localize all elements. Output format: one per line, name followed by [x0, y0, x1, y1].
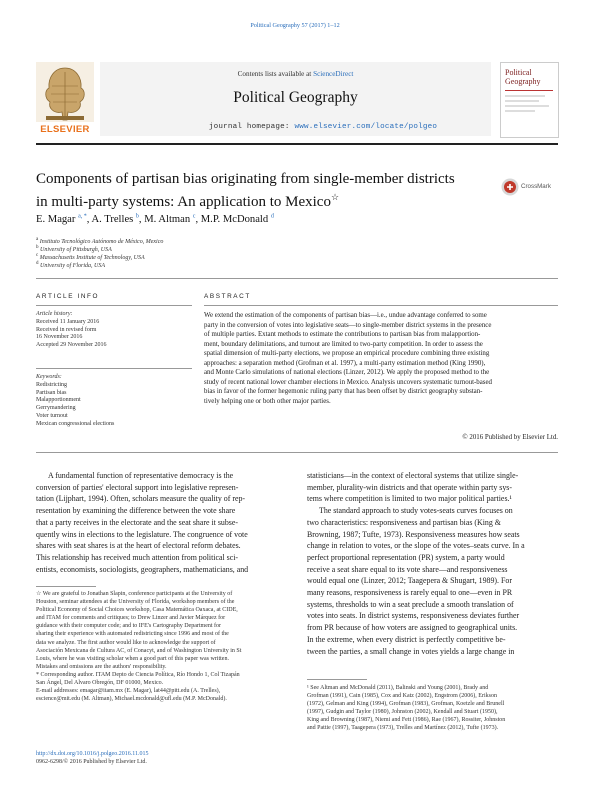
cover-rule — [505, 90, 553, 91]
crossmark-label: CrossMark — [521, 183, 551, 190]
footnote-rule-right — [307, 679, 367, 680]
cover-title: Political Geography — [505, 68, 541, 86]
cover-line — [505, 110, 535, 112]
abstract-bottom-rule — [36, 452, 558, 453]
article-info-rule — [36, 305, 192, 306]
cover-line — [505, 95, 545, 97]
footnote-rule-left — [36, 586, 96, 587]
contents-line — [100, 70, 491, 78]
homepage-link[interactable]: www.elsevier.com/locate/polgeo — [294, 123, 438, 131]
sciencedirect-link[interactable]: ScienceDirect — [313, 70, 354, 78]
homepage-prefix: journal homepage: — [208, 123, 295, 131]
title-line-2: in multi-party systems: An application to Mexico☆ — [36, 192, 340, 210]
footnote-references: ¹ See Altman and McDonald (2011), Balinski and Young (2001), Brady and Grofman (1991), Cain (1985), Cox and Katz (2002), Engstrom (2006), Erikson (1972), Gelman and King (1994), Grofman (1983), Grofman, Koetzle and Brunell (1997), Gudgin and Taylor (1980), Johnston (2002), Kendall and Stuart (1950), King and Browning (1987), Niemi and Fett (1986), Rae (1967), Rossiter, Johnston and Pattie (1997), Taagepera (1973), Trelles and Martínez (2012), Tufte (1973). — [307, 685, 506, 732]
section-divider — [36, 278, 558, 279]
abstract-copyright: © 2016 Published by Elsevier Ltd. — [462, 434, 558, 441]
journal-cover-thumbnail — [500, 62, 559, 138]
doi-link[interactable]: http://dx.doi.org/10.1016/j.polgeo.2016.11.015 — [36, 751, 149, 757]
article-info-heading: ARTICLE INFO — [36, 293, 100, 300]
journal-title: Political Geography — [233, 89, 358, 106]
keywords: Keywords: Redistricting Partisan bias Malapportionment Gerrymandering Voter turnout Mexican congressional elections — [36, 374, 115, 427]
elsevier-wordmark: ELSEVIER — [40, 124, 90, 135]
title-line-1: Components of partisan bias originating from single-member districts — [36, 171, 455, 187]
abstract-rule — [204, 305, 558, 306]
contents-prefix: Contents lists available at — [237, 70, 314, 78]
crossmark-badge[interactable] — [496, 172, 556, 206]
journal-homepage — [178, 123, 468, 131]
footnote-acknowledgments: ☆ We are grateful to Jonathan Slapin, conference participants at the University of Houston, seminar attendees at the University of Florida, workshop members of the Political Economy of Social Choices workshop, Casa Matemática Oaxaca, at CIDE, and ITAM for comments and critiques; to Drew Linzer and Javier Márquez for guidance with their computer code; and to IFE's Cartography Department for sharing their experience with automated redistricting since 1996 and most of the data we analyze. The first author would like to acknowledge the support of Asociación Mexicana de Cultura AC, of Conacyt, and of Washington University in St Louis, where he was visiting scholar when a good part of this paper was written. Mistakes and omissions are the authors' responsibility. * Corresponding author. ITAM Depto de Ciencia Política, Río Hondo 1, Col Tizapán San Ángel, Del Alvaro Obregón, DF 01000, Mexico. E-mail addresses: emagar@itam.mx (E. Magar), lat44@pitt.edu (A. Trelles), escience@mit.edu (M. Altman), Michael.mcdonald@ufl.edu (M.P. McDonald). — [36, 591, 242, 703]
abstract-heading: ABSTRACT — [204, 293, 251, 300]
doi-block — [36, 750, 149, 766]
cover-line — [505, 100, 539, 102]
keywords-rule — [36, 368, 192, 369]
issn-line: 0962-6298/© 2016 Published by Elsevier Ltd. — [36, 759, 147, 765]
affiliation: $^a$ Instituto Tecnológico Autónomo de México, Mexico — [36, 237, 164, 245]
affiliation: $^b$ University of Pittsburgh, USA — [36, 245, 112, 253]
author[interactable]: M.P. McDonald $^d$ — [200, 213, 274, 225]
running-head[interactable]: Political Geography 57 (2017) 1–12 — [250, 22, 340, 29]
header-rule — [36, 143, 558, 145]
affiliation: $^d$ University of Florida, USA — [36, 261, 105, 269]
cover-line — [505, 105, 549, 107]
article-title — [36, 170, 476, 211]
title-footnote-mark[interactable]: ☆ — [330, 192, 340, 202]
article-history: Article history: Received 11 January 2016 Received in revised form 16 November 2016 Accepted 29 November 2016 — [36, 311, 107, 349]
crossmark-icon — [501, 178, 519, 196]
author[interactable]: A. Trelles $^b$, — [91, 213, 145, 225]
abstract-text: We extend the estimation of the components of partisan bias—i.e., undue advantage conferred to some party in the conversion of votes into legislative seats—to single-member district systems in the presence of multiple parties. Extant methods to estimate the contributions to partisan bias from malapportion- ment, boundary delimitations, and turnout are limited to two-party competition. In order to assess the spatial dimension of multi-party elections, we propose an empirical procedure combining three existing approaches: a separation method (Grofman et al. 1997), a multi-party estimation method (King 1990), and Monte Carlo simulations of national elections (Linzer, 2012). We apply the proposed method to the study of recent national lower chamber elections in Mexico. Analysis uncovers systematic turnout-based bias in favor of the former hegemonic ruling party that has been offset by district geography substan- tively helping one or both other major parties. — [204, 312, 492, 405]
body-right-column: statisticians—in the context of electoral systems that utilize single- member, plurality-win districts and that operate within party sys- tems where competition is limited to two major political parties.¹ The standard approach to study votes-seats curves focuses on two characteristics: responsiveness and partisan bias (King & Browning, 1987; Tufte, 1973). Responsiveness measures how seats change in relation to votes, or the slope of the votes–seats curve. In a perfect proportional representation (PR) system, a party would receive a seat share equal to its vote share—and responsiveness would equal one (Linzer, 2012; Taagepera & Shugart, 1989). For many reasons, responsiveness is rarely equal to one—even in PR systems, thresholds to win a seat preclude a smooth translation of votes into seats. In district systems, responsiveness deviates further from PR because of how voters are assigned to geographical units. In the extreme, when every district is perfectly competitive be- tween the parties, a small change in votes yields a large change in — [307, 471, 525, 656]
affiliation: $^c$ Massachusetts Institute of Technology, USA — [36, 253, 145, 261]
body-left-column: A fundamental function of representative democracy is the conversion of parties' electoral support into legislative represen- tation (Lijphart, 1994). Often, scholars measure the quality of rep- resentation by examining the difference between the vote share that a party receives in the electorate and the seat share it subse- quently wins in elections to the legislature. The congruence of vote shares with seat shares is at the heart of electoral reform debates. This relationship has received much attention from political sci- entists, economists, sociologists, geographers, mathematicians, and — [36, 471, 249, 574]
author[interactable]: E. Magar $^{a, *}$, — [36, 213, 92, 225]
author[interactable]: M. Altman $^c$, — [144, 213, 201, 225]
elsevier-logo — [36, 62, 94, 136]
author-list — [36, 213, 496, 225]
